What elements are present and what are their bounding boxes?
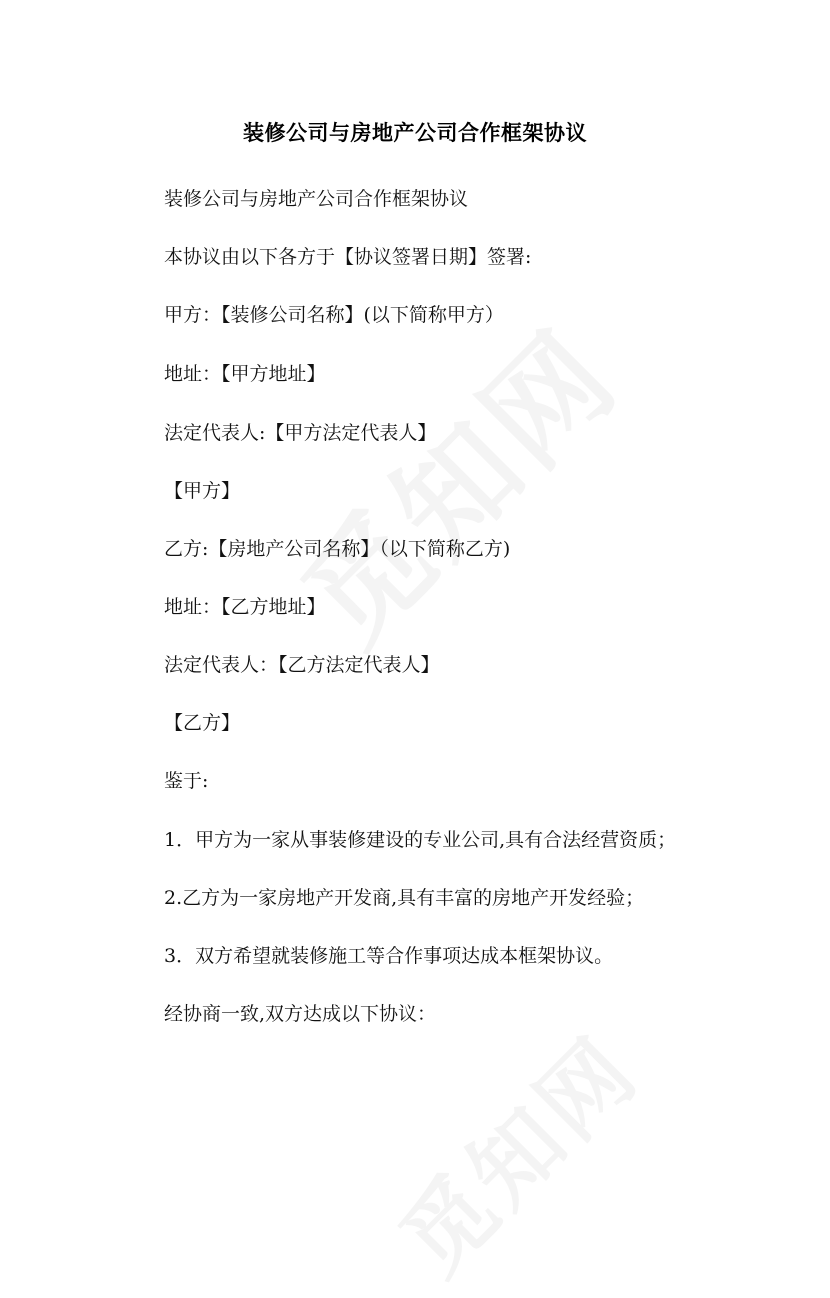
paragraph-signing-date: 本协议由以下各方于【协议签署日期】签署: bbox=[164, 246, 532, 268]
paragraph-party-b: 乙方:【房地产公司名称】（以下简称乙方) bbox=[164, 538, 511, 560]
paragraph-party-a: 甲方：【装修公司名称】(以下简称甲方） bbox=[164, 304, 504, 326]
paragraph-party-b-representative: 法定代表人：【乙方法定代表人】 bbox=[164, 654, 440, 676]
paragraph-recital-1: 1．甲方为一家从事装修建设的专业公司,具有合法经营资质； bbox=[164, 829, 677, 851]
paragraph-recital-3: 3．双方希望就装修施工等合作事项达成本框架协议。 bbox=[164, 945, 614, 967]
paragraph-subtitle: 装修公司与房地产公司合作框架协议 bbox=[164, 188, 469, 210]
paragraph-party-a-address: 地址：【甲方地址】 bbox=[164, 363, 326, 385]
paragraph-whereas: 鉴于: bbox=[164, 770, 209, 792]
paragraph-party-b-address: 地址：【乙方地址】 bbox=[164, 596, 326, 618]
document-title: 装修公司与房地产公司合作框架协议 bbox=[243, 121, 587, 145]
watermark-bottom bbox=[366, 1002, 662, 1298]
paragraph-party-a-tag: 【甲方】 bbox=[164, 480, 241, 502]
paragraph-agreement-intro: 经协商一致,双方达成以下协议： bbox=[164, 1003, 437, 1025]
paragraph-party-a-representative: 法定代表人:【甲方法定代表人】 bbox=[164, 422, 437, 444]
paragraph-recital-2: 2.乙方为一家房地产开发商,具有丰富的房地产开发经验； bbox=[164, 887, 645, 909]
paragraph-party-b-tag: 【乙方】 bbox=[164, 712, 241, 734]
